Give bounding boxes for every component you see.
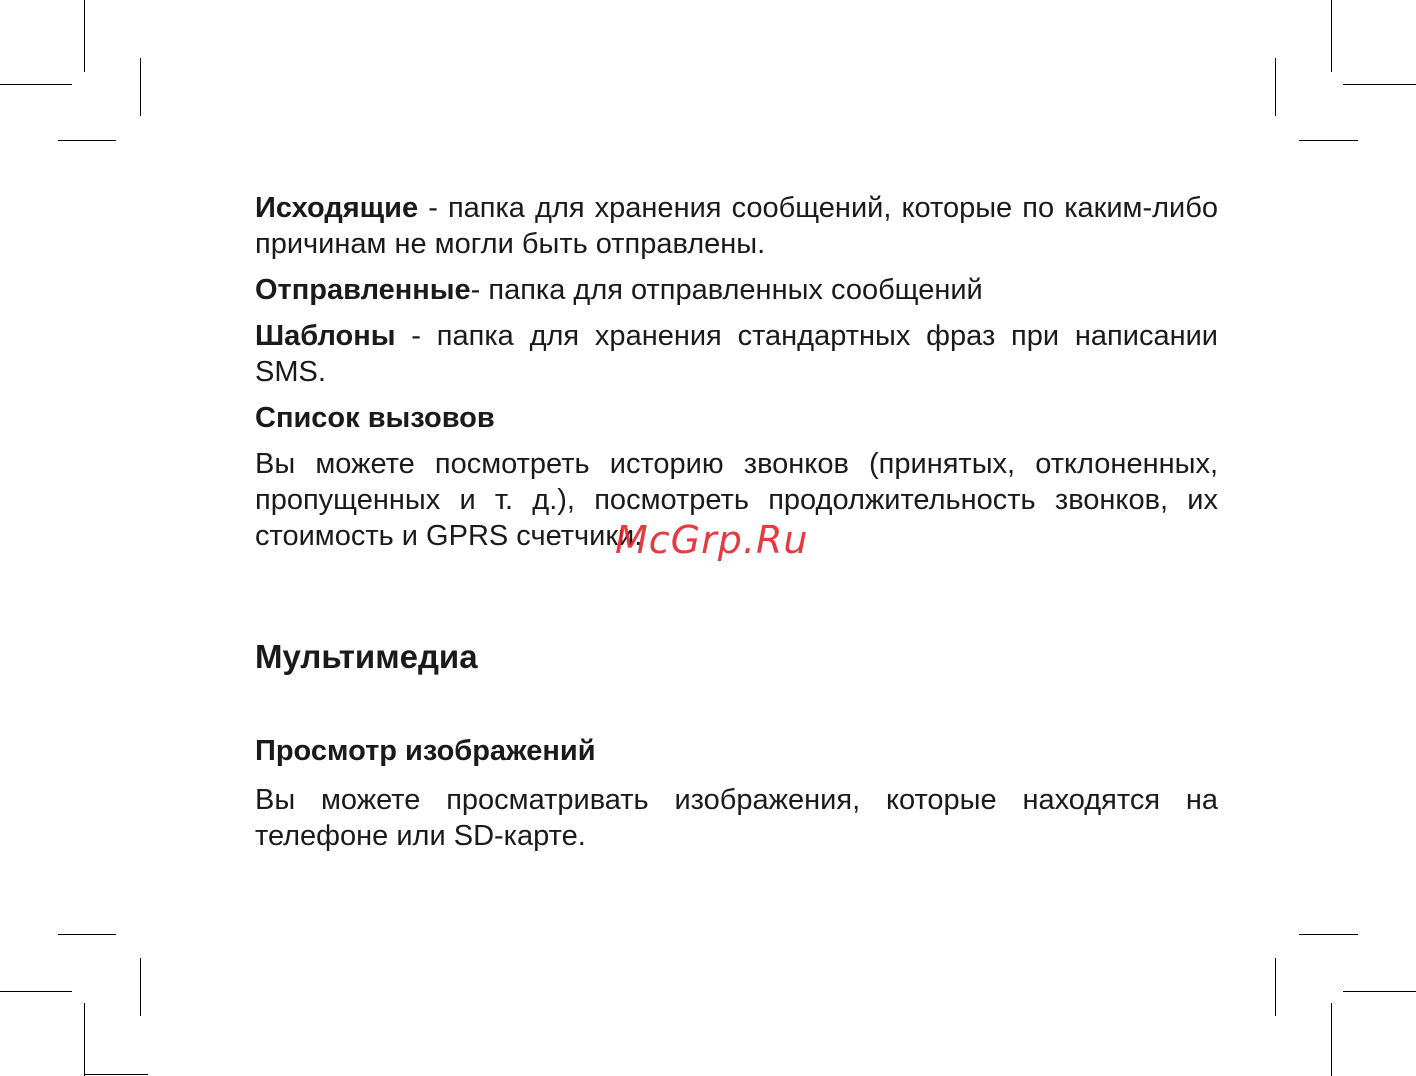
outbox-text: - папка для хранения сообщений, которые по каким-либо причинам не могли быть отправлены. xyxy=(255,192,1218,260)
sent-term: Отправленные xyxy=(255,274,471,306)
crop-mark xyxy=(140,958,141,1016)
crop-mark xyxy=(1275,958,1276,1016)
image-viewer-body: Вы можете просматривать изображения, которые находятся на телефоне или SD-карте. xyxy=(255,784,1218,852)
sent-text: - папка для отправленных сообщений xyxy=(470,274,983,306)
crop-mark xyxy=(1299,140,1358,141)
crop-mark xyxy=(1343,991,1416,992)
crop-mark xyxy=(84,1074,148,1075)
templates-paragraph xyxy=(255,318,1218,390)
watermark-logo: McGrp.Ru xyxy=(615,518,809,562)
templates-term: Шаблоны xyxy=(255,320,396,352)
multimedia-title: Мультимедиа xyxy=(255,638,478,675)
outbox-term: Исходящие xyxy=(255,192,419,224)
crop-mark xyxy=(58,140,116,141)
crop-mark xyxy=(1331,0,1332,72)
crop-mark xyxy=(0,84,72,85)
sent-paragraph xyxy=(255,272,1218,308)
call-log-heading: Список вызовов xyxy=(255,402,495,434)
crop-mark xyxy=(1299,934,1358,935)
crop-mark xyxy=(84,0,85,72)
crop-mark xyxy=(58,934,116,935)
crop-mark xyxy=(0,991,72,992)
crop-mark xyxy=(1343,84,1416,85)
crop-mark xyxy=(1331,1003,1332,1076)
image-viewer-heading: Просмотр изображений xyxy=(255,735,596,767)
call-log-body: Вы можете посмотреть историю звонков (принятых, отклоненных, пропущенных и т. д.), посмотреть продолжительность звонков, их стоимость и GPRS счетчики. xyxy=(255,448,1218,552)
outbox-paragraph xyxy=(255,190,1218,262)
crop-mark xyxy=(140,58,141,116)
templates-text: - папка для хранения стандартных фраз при написании SMS. xyxy=(255,320,1218,388)
crop-mark xyxy=(1275,58,1276,116)
crop-mark xyxy=(84,1003,85,1076)
messages-section xyxy=(255,190,1218,564)
